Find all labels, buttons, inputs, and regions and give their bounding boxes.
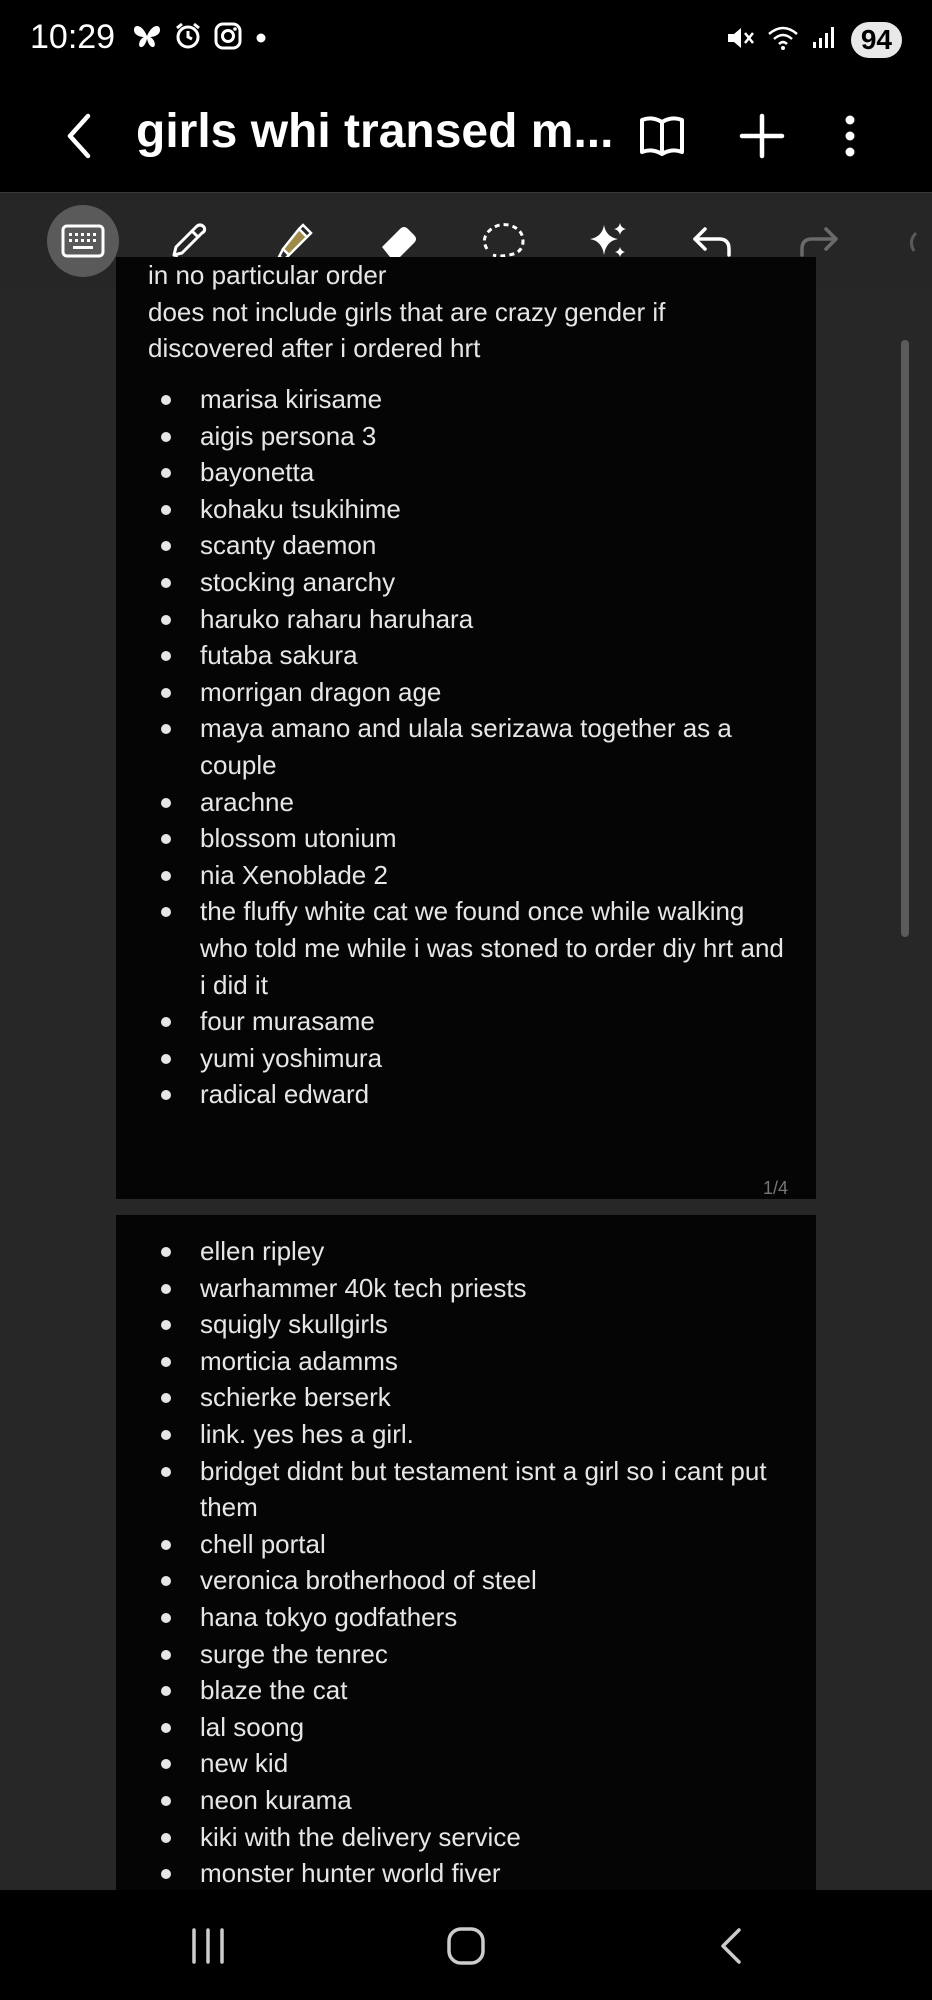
list-item: marisa kirisame xyxy=(148,381,788,418)
list-item: nia Xenoblade 2 xyxy=(148,857,788,894)
intro-text: does not include girls that are crazy gender if discovered after i ordered hrt xyxy=(148,296,666,364)
list-item: blossom utonium xyxy=(148,820,788,857)
list-item: futaba sakura xyxy=(148,637,788,674)
undo-icon xyxy=(691,221,735,261)
more-vertical-icon xyxy=(842,112,858,160)
list-item: bridget didnt but testament isnt a girl so i cant put them xyxy=(148,1453,788,1526)
alarm-icon xyxy=(174,22,202,55)
instagram-icon xyxy=(214,22,242,55)
title-bar xyxy=(0,84,932,192)
list-item: veronica brotherhood of steel xyxy=(148,1562,788,1599)
list-item: yumi yoshimura xyxy=(148,1040,788,1077)
note-page-1[interactable] xyxy=(116,257,816,1199)
book-icon xyxy=(638,114,686,158)
keyboard-tool-button[interactable] xyxy=(47,205,119,277)
list-item: monster hunter world fiver xyxy=(148,1855,788,1892)
list-item: surge the tenrec xyxy=(148,1636,788,1673)
recent-apps-icon xyxy=(188,1928,228,1964)
list-item: stocking anarchy xyxy=(148,564,788,601)
add-page-button[interactable] xyxy=(730,104,794,168)
list-item: ellen ripley xyxy=(148,1233,788,1270)
system-nav-bar xyxy=(0,1890,932,2000)
back-button[interactable] xyxy=(48,104,112,168)
text-style-icon xyxy=(900,223,932,259)
signal-icon xyxy=(811,24,839,57)
list-item: the fluffy white cat we found once while walking who told me while i was stoned to order diy hrt and i did it xyxy=(148,893,788,1003)
bullet-list-page-1 xyxy=(148,381,788,1113)
page-number: 1/4 xyxy=(762,1178,788,1198)
redo-icon xyxy=(796,221,840,261)
list-item: neon kurama xyxy=(148,1782,788,1819)
list-item: arachne xyxy=(148,784,788,821)
list-item: four murasame xyxy=(148,1003,788,1040)
mute-icon xyxy=(725,24,755,57)
notification-icons xyxy=(132,22,268,55)
status-bar xyxy=(0,0,932,84)
list-item: new kid xyxy=(148,1745,788,1782)
vertical-scrollbar[interactable] xyxy=(901,340,909,937)
butterfly-icon xyxy=(132,22,162,55)
list-item: aigis persona 3 xyxy=(148,418,788,455)
back-chevron-icon xyxy=(715,1926,745,1966)
system-back-button[interactable] xyxy=(690,1918,770,1974)
list-item: blaze the cat xyxy=(148,1672,788,1709)
reading-mode-button[interactable] xyxy=(630,104,694,168)
note-canvas[interactable] xyxy=(0,260,932,1890)
recent-apps-button[interactable] xyxy=(168,1918,248,1974)
list-item: radical edward xyxy=(148,1076,788,1113)
home-icon xyxy=(446,1926,486,1966)
list-item: squigly skullgirls xyxy=(148,1306,788,1343)
status-time: 10:29 xyxy=(30,18,116,56)
page-intro xyxy=(148,257,788,367)
bullet-list-page-2 xyxy=(148,1233,788,1892)
list-item: morrigan dragon age xyxy=(148,674,788,711)
system-icons xyxy=(725,22,902,58)
battery-level: 94 xyxy=(851,22,902,58)
wifi-icon xyxy=(767,24,799,57)
list-item: link. yes hes a girl. xyxy=(148,1416,788,1453)
home-button[interactable] xyxy=(426,1918,506,1974)
list-item: bayonetta xyxy=(148,454,788,491)
list-item: haruko raharu haruhara xyxy=(148,601,788,638)
note-page-2[interactable] xyxy=(116,1215,816,1935)
list-item: schierke berserk xyxy=(148,1379,788,1416)
more-options-button[interactable] xyxy=(818,104,882,168)
note-title[interactable]: girls whi transed m... xyxy=(136,105,614,158)
list-item: chell portal xyxy=(148,1526,788,1563)
list-item: scanty daemon xyxy=(148,527,788,564)
list-item: hana tokyo godfathers xyxy=(148,1599,788,1636)
list-item: kohaku tsukihime xyxy=(148,491,788,528)
list-item: kiki with the delivery service xyxy=(148,1819,788,1856)
list-item: morticia adamms xyxy=(148,1343,788,1380)
chevron-left-icon xyxy=(60,112,100,160)
list-item: maya amano and ulala serizawa together as a couple xyxy=(148,710,788,783)
plus-icon xyxy=(738,112,786,160)
list-item: lal soong xyxy=(148,1709,788,1746)
keyboard-icon xyxy=(61,224,105,258)
intro-cut-line: in no particular order xyxy=(148,260,387,290)
more-tools-overflow[interactable] xyxy=(900,223,932,259)
list-item: warhammer 40k tech priests xyxy=(148,1270,788,1307)
dot-icon xyxy=(254,22,268,55)
